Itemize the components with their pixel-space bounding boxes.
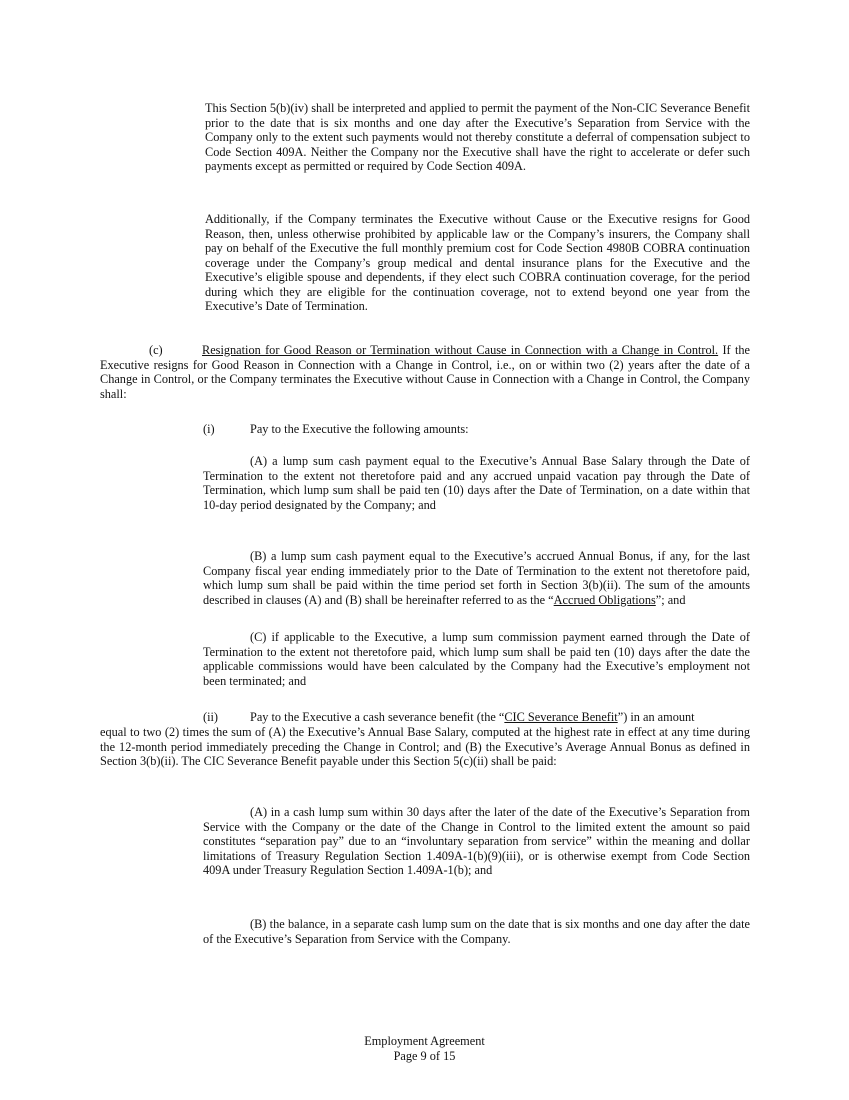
cic-severance-benefit-term: CIC Severance Benefit bbox=[504, 710, 618, 724]
item-ii-first-line bbox=[203, 710, 750, 725]
item-ii-a-paragraph: (A) in a cash lump sum within 30 days after the later of the date of the Executive’s Separation from Service with the Company or the date of the Change in Control to the limited extent the amount so paid constitutes “separation pay” due to an “involuntary separation from service” within the meaning and dollar limitations of Treasury Regulation Section 1.409A-1(b)(9)(iii), or is otherwise exempt from Code Section 409A under Treasury Regulation Section 1.409A-1(b); and bbox=[203, 805, 750, 877]
item-i-number: (i) bbox=[203, 422, 215, 436]
item-ii-lead: Pay to the Executive a cash severance benefit (the “ bbox=[250, 710, 505, 724]
section-c-heading: Resignation for Good Reason or Termination without Cause in Connection with a Change in Control. bbox=[202, 343, 719, 357]
item-i-b-text: (B) a lump sum cash payment equal to the Executive’s accrued Annual Bonus, if any, for the last Company fiscal year ending immediately prior to the Date of Termination to the extent not theretofore paid, which lump sum shall be paid within the time period set forth in Section 3(b)(ii). The sum of the amounts described in clauses (A) and (B) shall be hereinafter referred to as the “ bbox=[203, 549, 750, 607]
item-i-c-paragraph: (C) if applicable to the Executive, a lump sum commission payment earned through the Date of Termination to the extent not theretofore paid, which lump sum shall be paid ten (10) days after the date the applicable commissions would have been calculated by the Company had the Executive’s employment not been terminated; and bbox=[203, 630, 750, 688]
paragraph-409a-compliance: This Section 5(b)(iv) shall be interpreted and applied to permit the payment of the Non-CIC Severance Benefit prior to the date that is six months and one day after the Executive’s Separation from Service with the Company only to the extent such payments would not thereby constitute a deferral of compensation subject to Code Section 409A. Neither the Company nor the Executive shall have the right to accelerate or defer such payments except as permitted or required by Code Section 409A. bbox=[205, 101, 750, 173]
paragraph-cobra-coverage: Additionally, if the Company terminates the Executive without Cause or the Executive resigns for Good Reason, then, unless otherwise prohibited by applicable law or the Company’s insurers, the Company shall pay on behalf of the Executive the full monthly premium cost for Code Section 4980B COBRA continuation coverage under the Company’s group medical and dental insurance plans for the Executive and the Executive’s eligible spouse and dependents, if they elect such COBRA continuation coverage, for the period during which they are eligible for the continuation coverage, not to extend beyond one year from the Executive’s Date of Termination. bbox=[205, 212, 750, 313]
item-i-b-tail: ”; and bbox=[655, 592, 686, 607]
section-c-body: If the Executive resigns for Good Reason in Connection with a Change in Control, i.e., on or within two (2) years after the date of a Change in Control, or the Company terminates the Executive without Cause in Connection with a Change in Control, the Company shall: bbox=[100, 343, 750, 401]
item-i-a-paragraph: (A) a lump sum cash payment equal to the Executive’s Annual Base Salary through the Date of Termination to the extent not theretofore paid and any accrued unpaid vacation pay through the Date of Termination, which lump sum shall be paid ten (10) days after the Date of Termination, on a date within that 10-day period designated by the Company; and bbox=[203, 454, 750, 512]
accrued-obligations-term: Accrued Obligations bbox=[553, 592, 656, 607]
item-ii-line1-tail: ”) in an amount bbox=[617, 710, 695, 724]
footer-page-number: Page 9 of 15 bbox=[393, 1049, 456, 1063]
item-i-b-paragraph bbox=[203, 549, 750, 607]
item-i-paragraph bbox=[203, 422, 750, 437]
section-c-paragraph bbox=[100, 343, 750, 401]
item-ii-number: (ii) bbox=[203, 710, 219, 724]
section-c-number: (c) bbox=[149, 343, 163, 357]
item-ii-continuation: equal to two (2) times the sum of (A) the Executive’s Annual Base Salary, computed at the highest rate in effect at any time during the 12-month period immediately preceding the Change in Control; and (B) the Executive’s Average Annual Bonus as defined in Section 3(b)(ii). The CIC Severance Benefit payable under this Section 5(c)(ii) shall be paid: bbox=[100, 725, 750, 768]
item-ii-b-paragraph: (B) the balance, in a separate cash lump sum on the date that is six months and one day after the date of the Executive’s Separation from Service with the Company. bbox=[203, 917, 750, 946]
footer-title: Employment Agreement bbox=[364, 1034, 485, 1048]
item-i-text: Pay to the Executive the following amounts: bbox=[250, 422, 469, 436]
